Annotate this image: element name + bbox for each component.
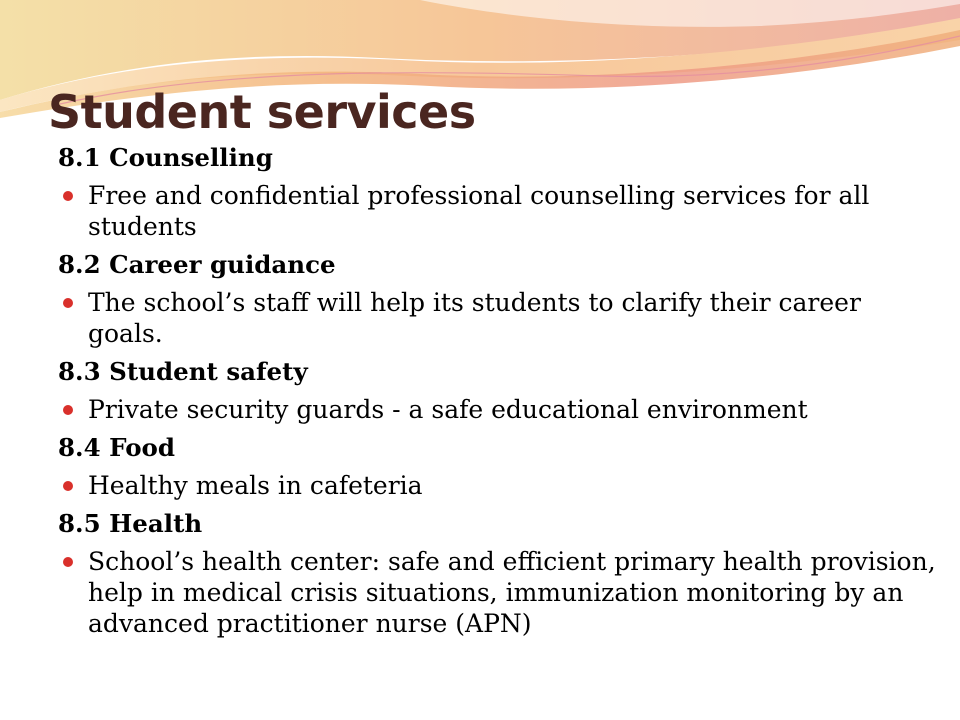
bullet-item-career-guidance bbox=[58, 287, 938, 349]
bullet-text: Free and confidential professional counselling services for all students bbox=[88, 181, 870, 241]
slide-content bbox=[58, 142, 938, 646]
bullet-dot-icon bbox=[63, 557, 73, 567]
bullet-text: School’s health center: safe and efficient primary health provision, help in medical crisis situations, immunization monitoring by an advanced practitioner nurse (APN) bbox=[88, 547, 936, 638]
section-heading-career-guidance: 8.2 Career guidance bbox=[58, 250, 336, 279]
section-heading-counselling: 8.1 Counselling bbox=[58, 143, 273, 172]
bullet-item-counselling bbox=[58, 180, 938, 242]
section-heading-student-safety: 8.3 Student safety bbox=[58, 357, 308, 386]
bullet-text: Private security guards - a safe educational environment bbox=[88, 395, 808, 424]
bullet-item-student-safety bbox=[58, 394, 938, 425]
bullet-item-health bbox=[58, 546, 938, 639]
bullet-dot-icon bbox=[63, 298, 73, 308]
section-heading-food: 8.4 Food bbox=[58, 433, 176, 462]
section-heading-health: 8.5 Health bbox=[58, 509, 203, 538]
slide-title: Student services bbox=[48, 85, 476, 139]
bullet-dot-icon bbox=[63, 191, 73, 201]
bullet-text: Healthy meals in cafeteria bbox=[88, 471, 423, 500]
bullet-text: The school’s staff will help its students to clarify their career goals. bbox=[88, 288, 861, 348]
bullet-item-food bbox=[58, 470, 938, 501]
bullet-dot-icon bbox=[63, 405, 73, 415]
bullet-dot-icon bbox=[63, 481, 73, 491]
